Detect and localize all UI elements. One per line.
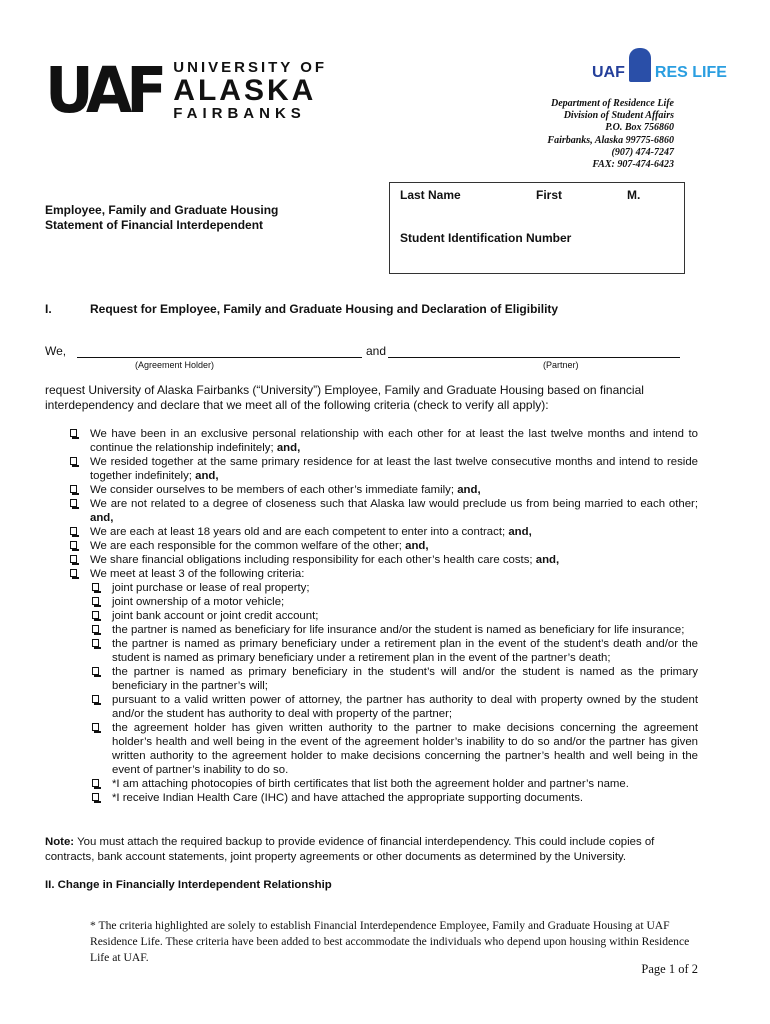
criterion-text: We resided together at the same primary residence for at least the last twelve consecutive months and intend to reside together indefinitely; (90, 456, 698, 482)
name-id-box[interactable] (389, 182, 685, 274)
criterion-and: and, (535, 554, 560, 566)
note-paragraph (45, 835, 695, 865)
agreement-holder-field[interactable] (77, 357, 362, 358)
checkbox[interactable] (70, 527, 77, 535)
criterion-and: and, (195, 470, 219, 482)
sub-criterion-item (90, 595, 698, 609)
criterion-text: the agreement holder has given written authority to the partner to make decisions concerning the agreement holder’s health and well being in the event of the agreement holder’s inability to do so and/or the partner has given written authority to the agreement holder to make decisions concerning the partner’s health and well being in the event of partner’s inability to do so. (112, 722, 698, 776)
criterion-text: *I am attaching photocopies of birth certificates that list both the agreement holder and partner’s name. (112, 778, 629, 790)
logo-line: ALASKA (173, 74, 317, 107)
we-label: We, (45, 344, 67, 358)
title-line: Employee, Family and Graduate Housing (45, 203, 279, 217)
checkbox[interactable] (92, 779, 99, 787)
sub-criterion-item (90, 693, 698, 721)
uaf-logo-mark: UAF (45, 53, 162, 128)
section-title: Request for Employee, Family and Graduate Housing and Declaration of Eligibility (90, 302, 559, 316)
reslife-logo-left: UAF (592, 64, 625, 81)
criterion-text: We share financial obligations including responsibility for each other’s health care costs; (90, 554, 536, 566)
criterion-and: and, (276, 442, 301, 454)
criterion-text: We have been in an exclusive personal relationship with each other for at least the last twelve months and intend to continue the relationship indefinitely; (90, 428, 698, 454)
page-number: Page 1 of 2 (641, 962, 698, 976)
sub-criterion-item (90, 623, 698, 637)
criterion-text: We are each at least 18 years old and are each competent to enter into a contract; (90, 526, 509, 538)
checkbox[interactable] (92, 611, 99, 619)
sub-criterion-item (90, 777, 698, 791)
sub-criterion-item (90, 637, 698, 665)
title-line: Statement of Financial Interdependent (45, 218, 264, 232)
and-label: and (366, 344, 387, 358)
address-line: P.O. Box 756860 (605, 122, 674, 134)
criterion-item (68, 553, 698, 567)
first-name-label: First (536, 188, 563, 202)
criterion-item (68, 567, 698, 581)
checkbox[interactable] (70, 541, 77, 549)
criterion-item (68, 497, 698, 525)
last-name-label: Last Name (400, 188, 461, 202)
criterion-text: pursuant to a valid written power of attorney, the partner has authority to deal with property owned by the student and/or the student has authority to deal with property of the partner; (112, 694, 698, 720)
uaf-logo (45, 53, 328, 128)
footnote: * The criteria highlighted are solely to establish Financial Interdependence Employee, Family and Graduate Housing at UAF Residence Life. These criteria have been added to best accommodate the individuals who depend upon housing within Residence Life at UAF. (90, 919, 690, 964)
criterion-text: joint bank account or joint credit account; (112, 610, 319, 622)
criterion-item (68, 539, 698, 553)
checkbox[interactable] (92, 597, 99, 605)
address-line: Division of Student Affairs (563, 110, 674, 122)
partner-field[interactable] (388, 357, 680, 358)
checkbox[interactable] (70, 457, 77, 465)
logo-line: UNIVERSITY OF (173, 59, 328, 76)
criterion-text: We meet at least 3 of the following criteria: (90, 568, 305, 580)
sub-criterion-item (90, 609, 698, 623)
checkbox[interactable] (92, 625, 99, 633)
sub-criterion-item (90, 791, 698, 805)
agreement-holder-caption: (Agreement Holder) (135, 360, 215, 370)
checkbox[interactable] (70, 555, 77, 563)
address-line: (907) 474-7247 (611, 146, 674, 158)
checkbox[interactable] (92, 723, 99, 731)
checkbox[interactable] (70, 499, 77, 507)
sub-criterion-item (90, 581, 698, 595)
criterion-text: the partner is named as primary beneficiary under a retirement plan in the event of the student’s death and/or the student is named as primary beneficiary under a retirement plan in the event of the partner’s death; (112, 638, 698, 664)
criterion-and: and, (90, 512, 114, 524)
note-text: You must attach the required backup to provide evidence of financial interdependency. This could include copies of contracts, bank account statements, joint property agreements or other documents as determined by the University. (45, 836, 655, 863)
criterion-and: and, (405, 540, 429, 552)
criterion-text: joint purchase or lease of real property; (112, 582, 310, 594)
criterion-text: the partner is named as beneficiary for life insurance and/or the student is named as beneficiary for life insurance; (112, 624, 685, 636)
section-number: I. (45, 302, 52, 316)
department-address (547, 98, 674, 171)
checkbox[interactable] (92, 695, 99, 703)
reslife-logo (592, 48, 727, 82)
logo-line: FAIRBANKS (173, 105, 306, 122)
checkbox[interactable] (70, 429, 77, 437)
criterion-and: and, (457, 484, 481, 496)
checkbox[interactable] (92, 793, 99, 801)
criterion-item (68, 525, 698, 539)
criteria-list (68, 427, 698, 805)
section-2-title: II. Change in Financially Interdependent Relationship (45, 879, 332, 891)
partner-caption: (Partner) (543, 360, 579, 370)
middle-initial-label: M. (627, 188, 641, 202)
criterion-text: *I receive Indian Health Care (IHC) and have attached the appropriate supporting documents. (112, 792, 584, 804)
address-line: FAX: 907-474-6423 (592, 159, 674, 171)
form-title (45, 203, 278, 233)
address-line: Fairbanks, Alaska 99775-6860 (547, 134, 674, 146)
criterion-item (68, 455, 698, 483)
criterion-text: joint ownership of a motor vehicle; (112, 596, 285, 608)
criterion-text: We are each responsible for the common welfare of the other; (90, 540, 406, 552)
sub-criterion-item (90, 721, 698, 777)
checkbox[interactable] (92, 667, 99, 675)
sub-criterion-item (90, 665, 698, 693)
note-label: Note: (45, 836, 75, 848)
address-line: Department of Residence Life (550, 98, 674, 109)
intro-paragraph: request University of Alaska Fairbanks (“University”) Employee, Family and Graduate Housing based on financial interdependency and declare that we meet all of the following criteria (check to verify all apply): (45, 383, 644, 412)
checkbox[interactable] (92, 583, 99, 591)
checkbox[interactable] (92, 639, 99, 647)
reslife-logo-right: RES LIFE (654, 64, 727, 81)
student-id-label: Student Identification Number (400, 231, 572, 245)
criterion-item (68, 427, 698, 455)
criterion-and: and, (508, 526, 532, 538)
criterion-item (68, 483, 698, 497)
criterion-text: We consider ourselves to be members of each other’s immediate family; (90, 484, 458, 496)
checkbox[interactable] (70, 485, 77, 493)
criterion-text: We are not related to a degree of closeness such that Alaska law would preclude us from being married to each other; (90, 498, 698, 510)
criterion-text: the partner is named as primary beneficiary in the student’s will and/or the student is named as the primary beneficiary in the partner’s will; (112, 666, 698, 692)
bear-icon (629, 48, 651, 82)
checkbox[interactable] (70, 569, 77, 577)
